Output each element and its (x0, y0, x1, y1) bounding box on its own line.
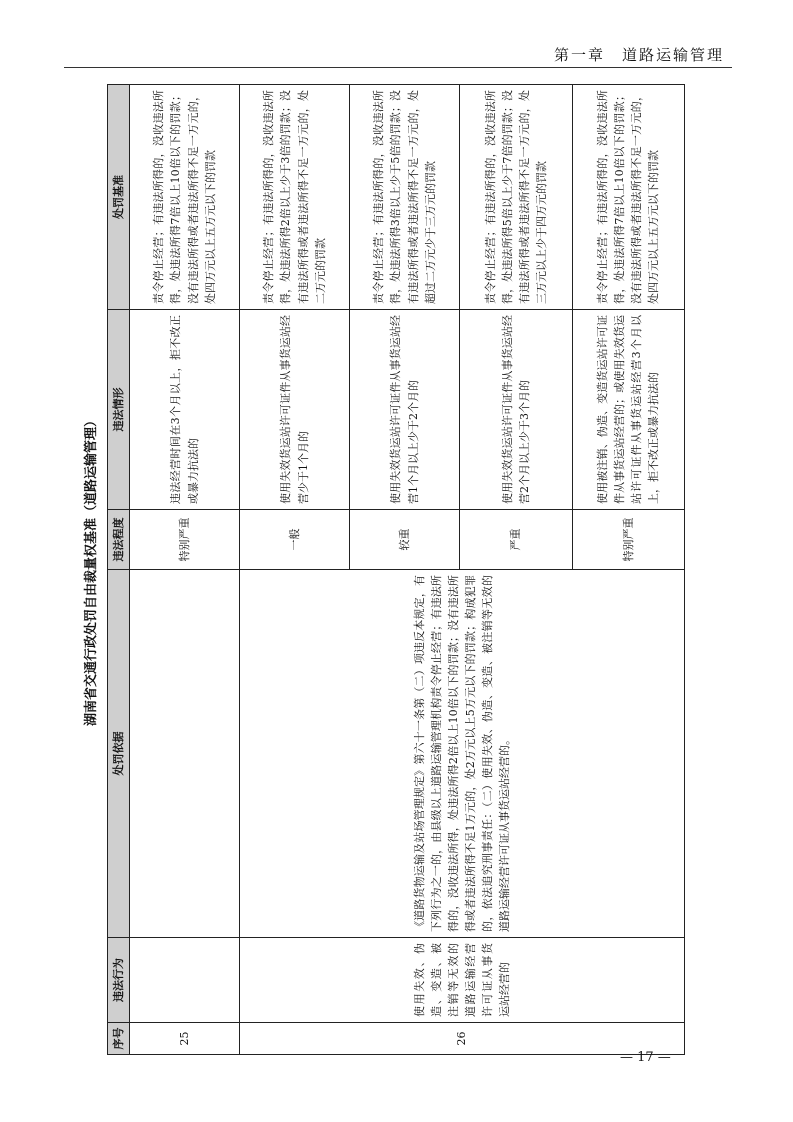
cell-act: 使用失效、伪造、变造、被注销等无效的道路运输经营许可证从事货运站经营的 (240, 938, 685, 1023)
cell-seq: 25 (130, 1023, 240, 1055)
table-caption: 湖南省交通行政处罚自由裁量权基准（道路运输管理） (84, 414, 99, 727)
rotated-table-container (77, 85, 685, 1055)
header-act: 违法行为 (108, 938, 130, 1023)
cell-situation: 使用失效货运站许可证件从事货运站经营少于1个月的 (240, 310, 350, 510)
table-row (240, 85, 350, 1055)
chapter-title: 第一章 道路运输管理 (553, 46, 724, 64)
cell-situation: 使用失效货运站许可证件从事货运站经营1个月以上少于2个月的 (350, 310, 460, 510)
header-seq: 序号 (108, 1023, 130, 1055)
cell-situation: 使用失效货运站许可证件从事货运站经营2个月以上少于3个月的 (460, 310, 572, 510)
cell-act (130, 938, 240, 1023)
cell-situation: 使用被注销、伪造、变造货运站许可证件从事货运站经营的；或使用失效货运站许可证件从事货运站经营3个月以上，拒不改正或暴力抗法的 (572, 310, 685, 510)
cell-seq: 26 (240, 1023, 685, 1055)
table-row (130, 85, 240, 1055)
cell-standard: 责令停止经营；有违法所得的，没收违法所得，处违法所得7倍以上10倍以下的罚款；没有违法所得或者违法所得不足一万元的，处四万元以上五万元以下的罚款 (130, 85, 240, 310)
cell-degree: 特别严重 (130, 510, 240, 570)
cell-degree: 较重 (350, 510, 460, 570)
table-header-row (108, 85, 130, 1055)
cell-situation: 违法经营时间在3个月以上，拒不改正或暴力抗法的 (130, 310, 240, 510)
cell-standard: 责令停止经营；有违法所得的，没收违法所得，处违法所得2倍以上少于3倍的罚款；没有违法所得或者违法所得不足一万元的，处二万元的罚款 (240, 85, 350, 310)
cell-basis: 《道路货物运输及站场管理规定》第六十一条第（二）项违反本规定，有下列行为之一的，由县级以上道路运输管理机构责令停止经营；有违法所得的，没收违法所得，处违法所得2倍以上10倍以下的罚款；没有违法所得或者违法所得不足1万元的，处2万元以上5万元以下的罚款；构成犯罪的，依法追究刑事责任：（二）使用失效、伪造、变造、被注销等无效的道路运输经营许可证从事货运站经营的。 (240, 570, 685, 938)
penalty-standard-table (107, 84, 685, 1055)
cell-degree: 一般 (240, 510, 350, 570)
header-degree: 违法程度 (108, 510, 130, 570)
cell-degree: 严重 (460, 510, 572, 570)
cell-standard: 责令停止经营；有违法所得的，没收违法所得，处违法所得7倍以上10倍以下的罚款；没有违法所得或者违法所得不足一万元的，处四万元以上五万元以下的罚款 (572, 85, 685, 310)
cell-standard: 责令停止经营；有违法所得的，没收违法所得，处违法所得3倍以上少于5倍的罚款；没有违法所得或者违法所得不足一万元的，处超过二万元少于三万元的罚款 (350, 85, 460, 310)
header-basis: 处罚依据 (108, 570, 130, 938)
cell-basis (130, 570, 240, 938)
cell-degree: 特别严重 (572, 510, 685, 570)
page-header (64, 40, 732, 68)
page-number: — 17 — (620, 1050, 671, 1065)
cell-standard: 责令停止经营；有违法所得的，没收违法所得，处违法所得5倍以上少于7倍的罚款；没有违法所得或者违法所得不足一万元的，处三万元以上少于四万元的罚款 (460, 85, 572, 310)
header-situation: 违法情形 (108, 310, 130, 510)
header-standard: 处罚基准 (108, 85, 130, 310)
